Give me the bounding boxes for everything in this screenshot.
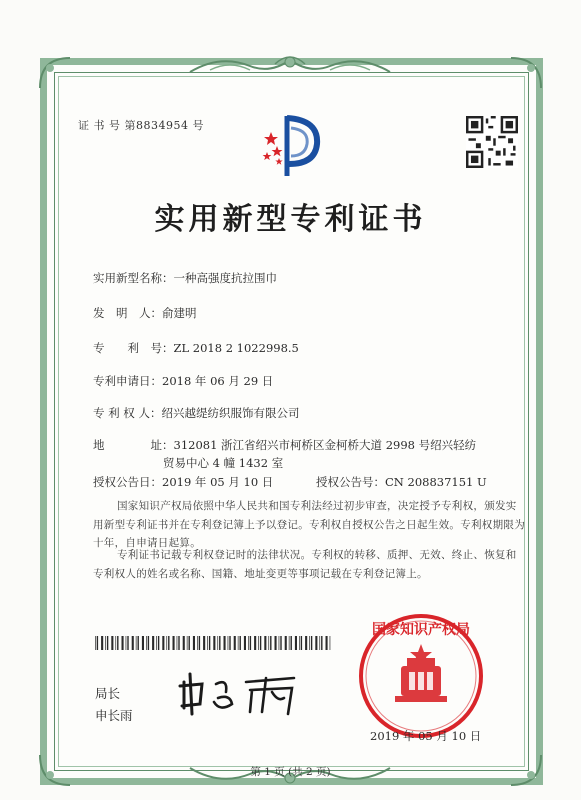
- grant-date-label: 授权公告日：: [93, 475, 162, 489]
- director-name: 申长雨: [95, 708, 133, 723]
- director-title: 局长: [95, 686, 121, 701]
- inventor-row: [93, 305, 197, 321]
- handwritten-signature: [176, 668, 316, 718]
- grant-date-value: 2019 年 05 月 10 日: [162, 475, 274, 489]
- official-red-seal: [355, 610, 487, 742]
- address-label: 地 址：: [93, 438, 174, 452]
- seal-date: 2019 年 05 月 10 日: [370, 729, 482, 743]
- patentee-row: [93, 405, 299, 421]
- utility-name-label: 实用新型名称：: [93, 271, 174, 285]
- certificate-number: 证 书 号 第8834954 号: [78, 119, 204, 132]
- address-line1: 312081 浙江省绍兴市柯桥区金柯桥大道 2998 号绍兴轻纺: [173, 438, 477, 452]
- barcode-icon: [95, 636, 333, 650]
- certificate-title: 实用新型专利证书: [154, 202, 427, 237]
- patent-number-label: 专 利 号：: [93, 341, 174, 355]
- inventor-value: 俞建明: [162, 306, 197, 320]
- seal-text: 国家知识产权局: [372, 622, 470, 638]
- grant-number-label: 授权公告号：: [316, 475, 385, 489]
- cnipa-logo-icon: [257, 110, 327, 182]
- legal-paragraph-2: 专利证书记载专利权登记时的法律状况。专利权的转移、质押、无效、终止、恢复和专利权人的姓名或名称、国籍、地址变更等事项记载在专利登记簿上。: [93, 549, 517, 580]
- filing-date-value: 2018 年 06 月 29 日: [162, 374, 274, 388]
- patentee-value: 绍兴越缇纺织服饰有限公司: [161, 406, 300, 420]
- utility-name-row: [93, 270, 277, 286]
- corner-ornament-top-right: [509, 56, 543, 90]
- grant-row: [93, 474, 273, 490]
- grant-number-value: CN 208837151 U: [385, 475, 487, 489]
- filing-date-label: 专利申请日：: [93, 374, 162, 388]
- page-number: 第 1 页 (共 2 页): [250, 766, 331, 778]
- qr-code-icon: [466, 116, 518, 168]
- corner-ornament-top-left: [38, 56, 72, 90]
- top-floral-ornament: [180, 52, 400, 78]
- patent-number-value: ZL 2018 2 1022998.5: [173, 341, 299, 355]
- patentee-label: 专 利 权 人：: [93, 406, 162, 420]
- legal-paragraph-1: 国家知识产权局依照中华人民共和国专利法经过初步审查，决定授予专利权，颁发实用新型专利证书并在专利登记簿上予以登记。专利权自授权公告之日起生效。专利权期限为十年，自申请日起算。: [93, 500, 525, 549]
- patent-number-row: [93, 340, 299, 356]
- utility-name-value: 一种高强度抗拉围巾: [173, 271, 277, 285]
- grant-number-row: [316, 474, 487, 490]
- address-line2: 贸易中心 4 幢 1432 室: [163, 456, 284, 470]
- address-row: [93, 437, 476, 453]
- inventor-label: 发 明 人：: [93, 306, 162, 320]
- filing-date-row: [93, 373, 273, 389]
- address-line2-row: [163, 455, 283, 471]
